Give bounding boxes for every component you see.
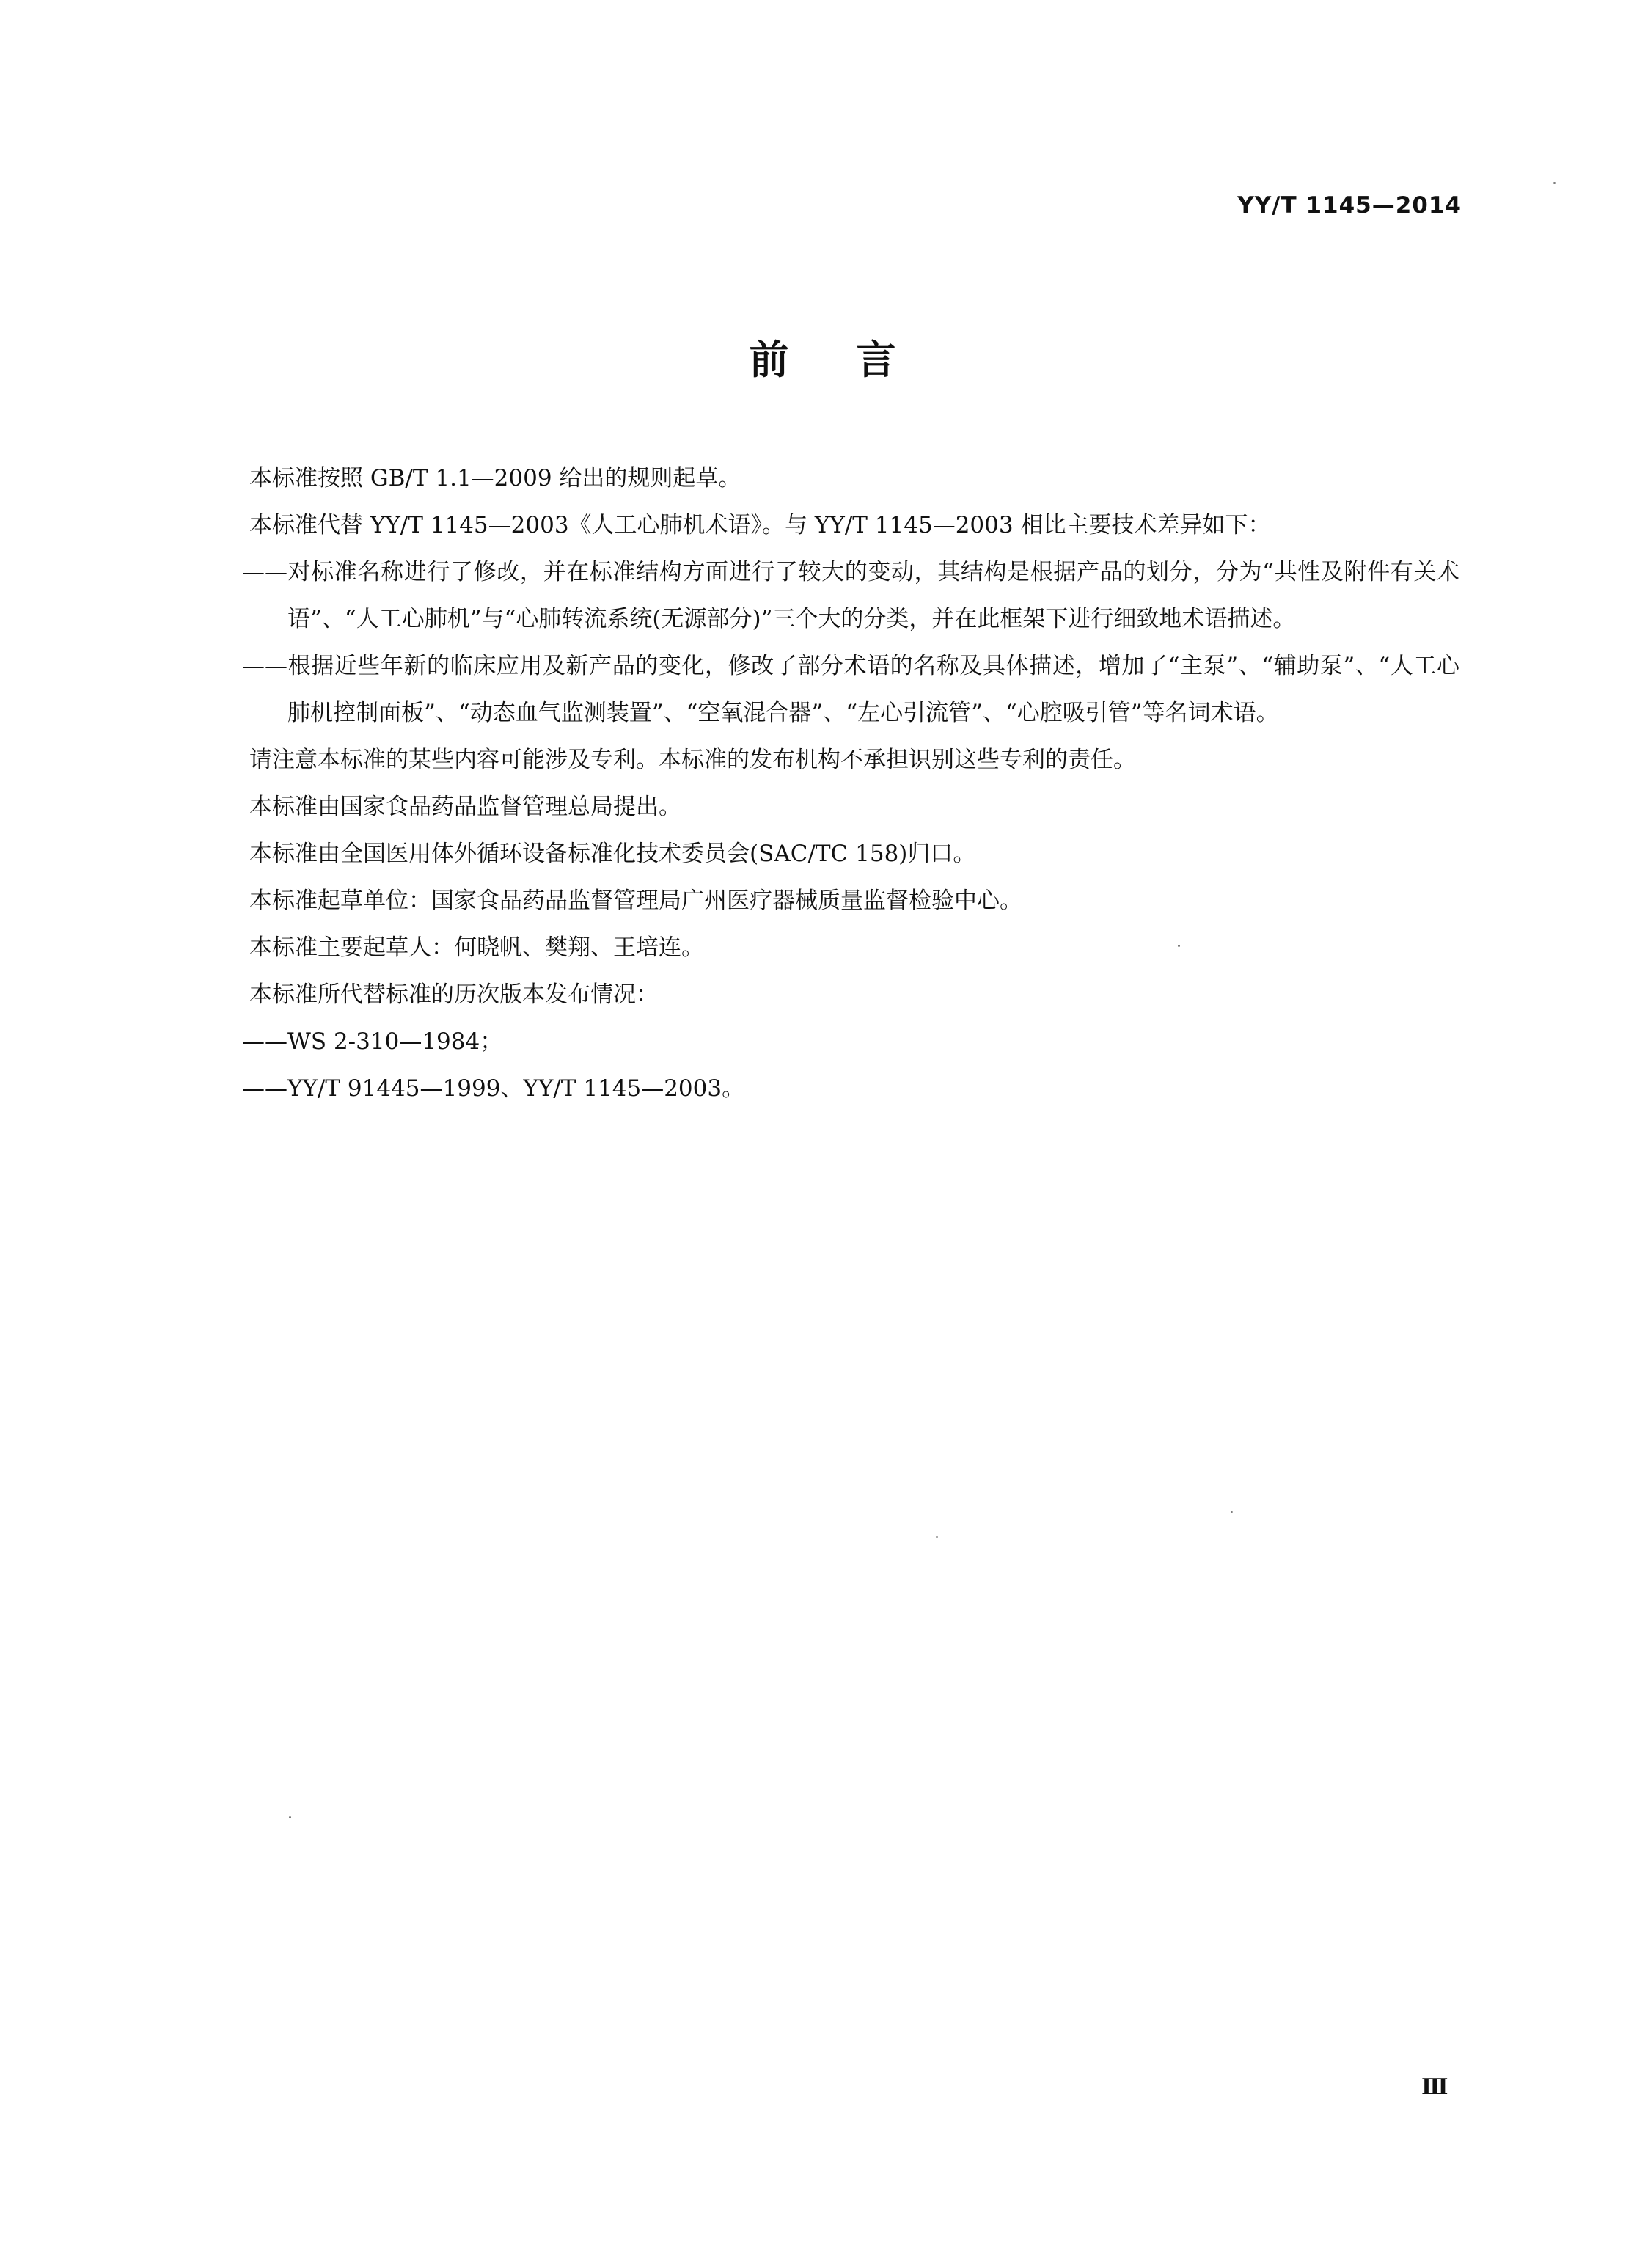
- history-item: ——WS 2-310—1984；: [242, 1028, 503, 1055]
- committee-statement: 本标准由全国医用体外循环设备标准化技术委员会(SAC/TC 158)归口。: [249, 841, 976, 867]
- difference-item: ——对标准名称进行了修改，并在标准结构方面进行了较大的变动，其结构是根据产品的划分，分为“共性及附件有关术语”、“人工心肺机”与“心肺转流系统(无源部分)”三个大的分类，并在此框架下进行细致地术语描述。: [242, 559, 1459, 632]
- foreword-body: [191, 455, 1459, 1112]
- history-item: ——YY/T 91445—1999、YY/T 1145—2003。: [242, 1075, 745, 1102]
- history-intro: 本标准所代替标准的历次版本发布情况：: [249, 981, 659, 1008]
- scan-speck: [936, 1536, 938, 1538]
- drafters-statement: 本标准主要起草人：何晓帆、樊翔、王培连。: [249, 934, 704, 961]
- replacement-paragraph: 本标准代替 YY/T 1145—2003《人工心肺机术语》。与 YY/T 1145—2003 相比主要技术差异如下：: [249, 512, 1271, 538]
- page-title: 前言: [749, 337, 964, 383]
- scan-speck: [1231, 1511, 1233, 1513]
- drafting-unit-statement: 本标准起草单位：国家食品药品监督管理局广州医疗器械质量监督检验中心。: [249, 888, 1022, 914]
- scan-speck: [289, 1816, 291, 1818]
- patent-notice: 请注意本标准的某些内容可能涉及专利。本标准的发布机构不承担识别这些专利的责任。: [249, 747, 1136, 773]
- scan-speck: [1553, 182, 1556, 184]
- proposer-statement: 本标准由国家食品药品监督管理总局提出。: [249, 794, 681, 820]
- scan-speck: [1178, 945, 1180, 947]
- drafting-rules-paragraph: 本标准按照 GB/T 1.1—2009 给出的规则起草。: [249, 465, 741, 491]
- standard-code: YY/T 1145—2014: [1237, 192, 1462, 219]
- difference-item: ——根据近些年新的临床应用及新产品的变化，修改了部分术语的名称及具体描述，增加了“主泵”、“辅助泵”、“人工心肺机控制面板”、“动态血气监测装置”、“空氧混合器”、“左心引流管”、“心腔吸引管”等名词术语。: [242, 653, 1459, 726]
- page-number: Ⅲ: [1421, 2074, 1448, 2100]
